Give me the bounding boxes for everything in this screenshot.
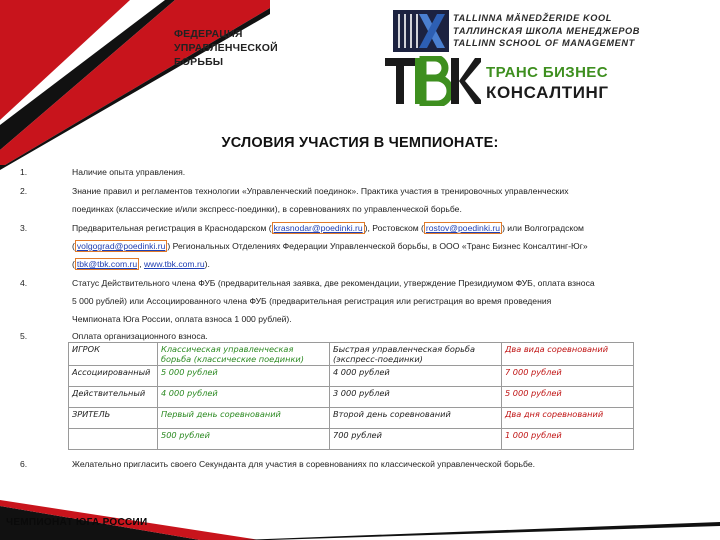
item-text: ( [72,241,75,251]
table-row [69,387,634,408]
federation-line: УПРАВЛЕНЧЕСКОЙ [174,42,278,54]
email-link-volgograd[interactable]: volgograd@poedinki.ru [76,241,166,251]
email-link-tbk[interactable]: tbk@tbk.com.ru [76,259,138,269]
table-cell: 500 рублей [158,429,330,450]
item-text: Статус Действительного члена ФУБ (предварительная заявка, две рекомендации, утверждение Президиумом ФУБ, оплата взноса [72,278,595,288]
tsm-emblem-icon [393,10,449,52]
tbk-name-line1: ТРАНС БИЗНЕС [486,64,608,81]
table-cell: ЗРИТЕЛЬ [69,408,158,429]
table-row [69,429,634,450]
fees-table [68,342,634,450]
item-number: 4. [20,278,28,288]
table-cell: 3 000 рублей [330,387,502,408]
school-line: TALLINN SCHOOL OF MANAGEMENT [453,38,635,48]
item-text: Знание правил и регламентов технологии «Управленческий поединок». Практика участия в тренировочных управленческих [72,186,569,196]
table-cell: 1 000 рублей [502,429,634,450]
federation-name [174,27,278,69]
item-text: ) Региональных Отделениях Федерации Управленческой борьбы, в ООО «Транс Бизнес Консалтинг-Юг» [167,241,588,251]
item-number: 5. [20,331,28,341]
table-cell: 4 000 рублей [330,366,502,387]
table-cell: Два дня соревнований [502,408,634,429]
table-cell: Ассоциированный [69,366,158,387]
item-number: 3. [20,223,28,233]
website-link-tbk[interactable]: www.tbk.com.ru [143,259,205,269]
table-header-cell: ИГРОК [69,343,158,366]
table-cell: Второй день соревнований [330,408,502,429]
table-cell [69,429,158,450]
tbk-mark-icon [385,56,481,106]
table-cell: 4 000 рублей [158,387,330,408]
item-number: 1. [20,167,28,177]
table-header-cell: Два вида соревнований [502,343,634,366]
item-number: 6. [20,459,28,469]
table-cell: Первый день соревнований [158,408,330,429]
item-text: Оплата организационного взноса. [72,331,208,341]
table-cell: 700 рублей [330,429,502,450]
item-text: ). [204,259,210,269]
table-cell: 7 000 рублей [502,366,634,387]
school-line: ТАЛЛИНСКАЯ ШКОЛА МЕНЕДЖЕРОВ [453,25,641,36]
email-link-rostov[interactable]: rostov@poedinki.ru [425,223,501,233]
school-line: TALLINNA MÄNEDŽERIDE KOOL [453,13,612,23]
table-header-cell: Классическая управленческая борьба (классические поединки) [158,343,330,366]
table-row [69,408,634,429]
item-text: Чемпионата Юга России, оплата взноса 1 000 рублей). [72,314,292,324]
item-text: ) или Волгоградском [502,223,584,233]
item-text: поединках (классические и/или экспресс-поединки), в соревнованиях по управленческой борьбе. [72,204,462,214]
federation-line: БОРЬБЫ [174,56,224,68]
federation-line: ФЕДЕРАЦИЯ [174,28,243,40]
email-link-krasnodar[interactable]: krasnodar@poedinki.ru [273,223,363,233]
table-cell: Действительный [69,387,158,408]
page-title: УСЛОВИЯ УЧАСТИЯ В ЧЕМПИОНАТЕ: [221,135,499,151]
tallinn-school-logo [393,10,693,52]
table-cell: 5 000 рублей [502,387,634,408]
table-header-row [69,343,634,366]
item-text: ), Ростовском ( [364,223,424,233]
item-text: Предварительная регистрация в Краснодарском ( [72,223,272,233]
table-header-cell: Быстрая управленческая борьба (экспресс-поединки) [330,343,502,366]
item-text: Наличие опыта управления. [72,167,186,177]
table-row [69,366,634,387]
item-text: ( [72,259,75,269]
item-text: 5 000 рублей) или Ассоциированного члена ФУБ (предварительная регистрация или регистрация во время проведения [72,296,552,306]
tbk-name-line2: КОНСАЛТИНГ [486,83,609,102]
table-cell: 5 000 рублей [158,366,330,387]
tbk-logo [385,56,705,108]
item-text: , [139,259,144,269]
item-number: 2. [20,186,28,196]
footer-title: ЧЕМПИОНАТ ЮГА РОССИИ [6,517,148,528]
item-text: Желательно пригласить своего Секунданта для участия в соревнованиях по классической управленческой борьбе. [72,459,535,469]
